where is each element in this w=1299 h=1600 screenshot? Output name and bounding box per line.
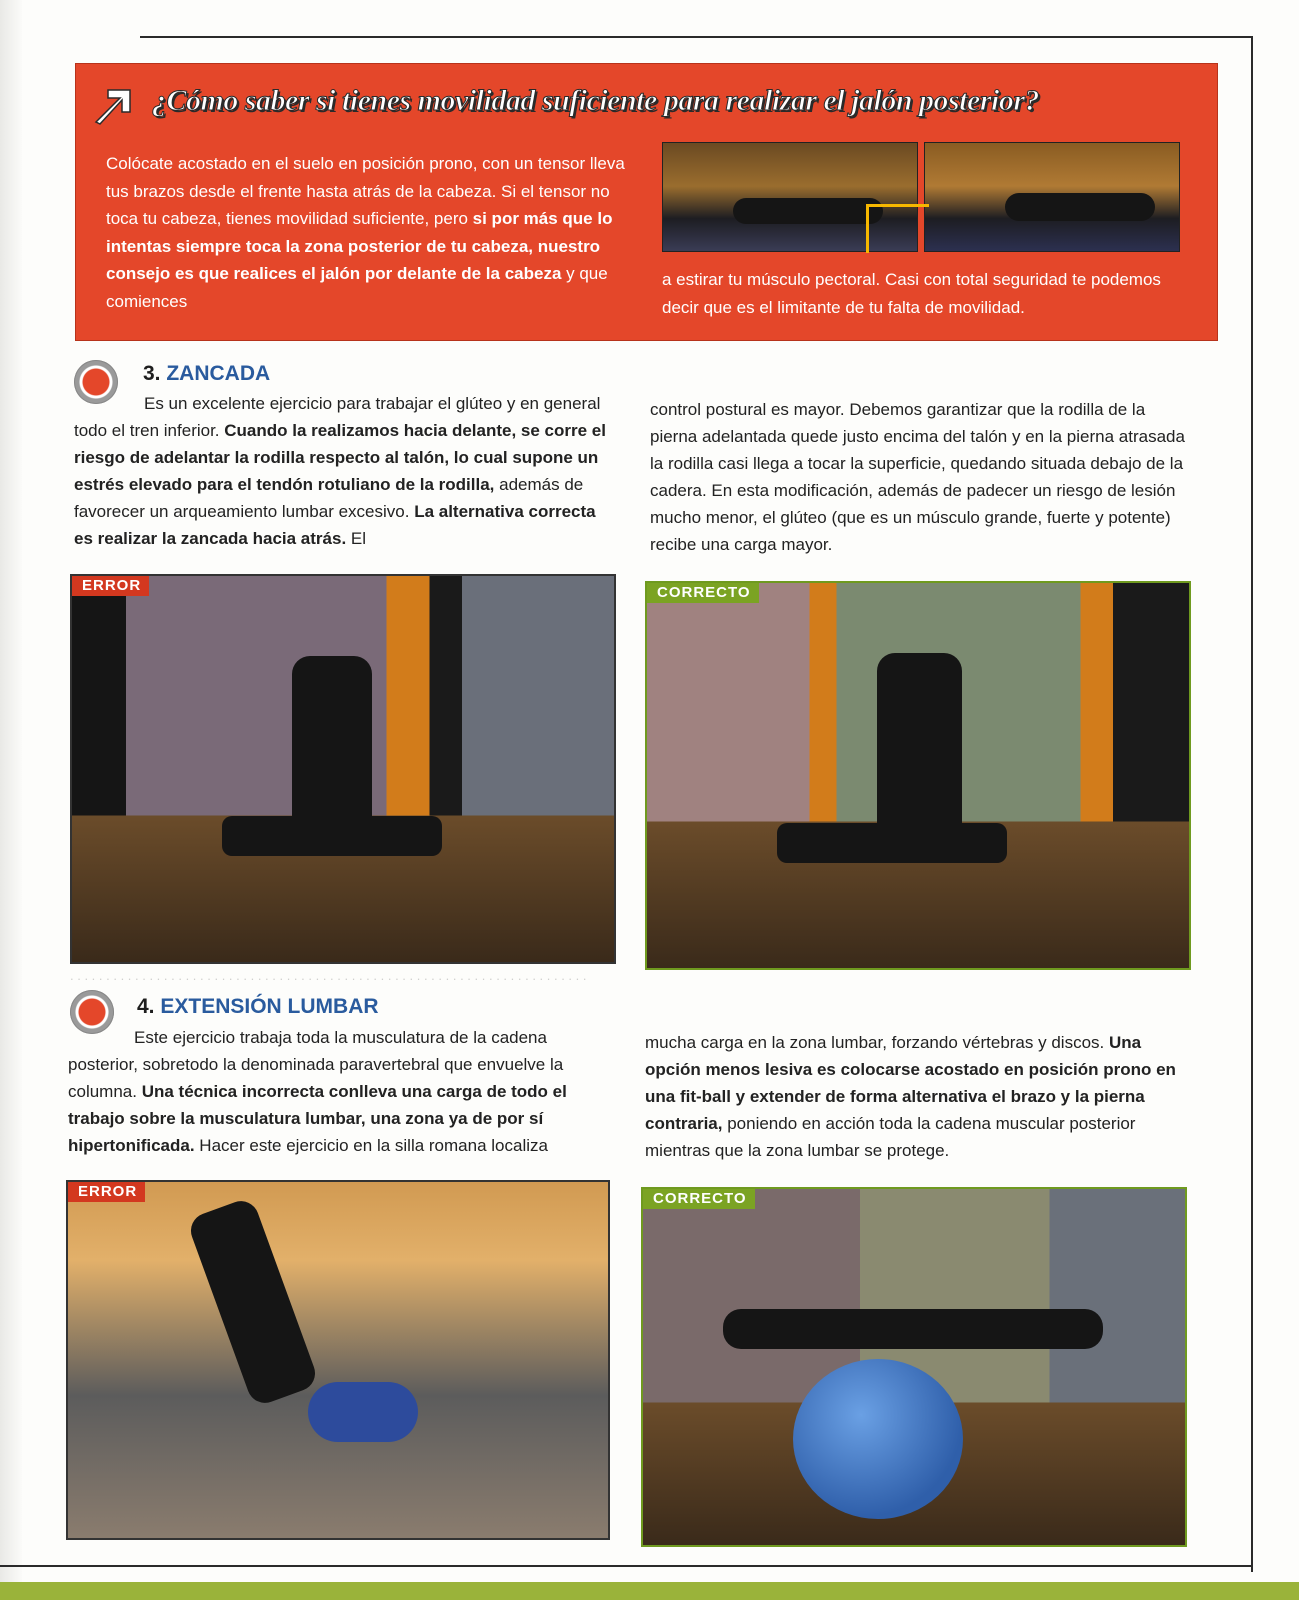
arrow-icon — [90, 82, 136, 128]
show-through-text: . . . . . . . . . . . . . . . . . . . . . . . . . . . . . . . . . . . . . . . . . . . . . . . . . . . . . . . . . . . . . . . . . . . . . . . . — [70, 968, 587, 983]
section-3-text-right: control postural es mayor. Debemos garantizar que la rodilla de la pierna adelantada quede justo encima del talón y en la pierna atrasada la rodilla casi llega a tocar la superficie, quedando situada debajo de la cadera. En esta modificación, además de padecer un riesgo de lesión mucho menor, el glúteo (que es un músculo grande, fuerte y potente) recibe una carga mayor. — [650, 400, 1185, 554]
text-part-bold: La alternativa correcta es realizar la zancada hacia atrás. — [74, 502, 596, 548]
text-part: Hacer este ejercicio en la silla romana localiza — [194, 1136, 548, 1155]
photo-zancada-correct — [645, 581, 1191, 970]
section-3-heading — [143, 362, 270, 386]
text-part-bold: Una técnica incorrecta conlleva una carga de todo el trabajo sobre la musculatura lumbar, una zona ya de por sí hipertonificada. — [68, 1082, 567, 1155]
text-part: además de favorecer un arqueamiento lumbar excesivo. — [74, 475, 584, 521]
box-text-part-bold: si por más que lo intentas siempre toca la zona posterior de tu cabeza, nuestro consejo es que realices el jalón por delante de la cabeza — [106, 209, 613, 283]
section-title: EXTENSIÓN LUMBAR — [160, 995, 379, 1018]
photo-zancada-error — [70, 574, 616, 964]
section-number: 3. — [143, 362, 161, 385]
tag-correct: CORRECTO — [647, 583, 759, 603]
section-title: ZANCADA — [166, 362, 271, 385]
section-number: 4. — [137, 995, 155, 1018]
text-part: mucha carga en la zona lumbar, forzando vértebras y discos. — [645, 1033, 1109, 1052]
text-part: Este ejercicio trabaja toda la musculatura de la cadena posterior, sobretodo la denominada paravertebral que envuelve la columna. — [68, 1028, 564, 1101]
photo-mobility-end — [924, 142, 1180, 252]
text-part: poniendo en acción toda la cadena muscular posterior mientras que la zona lumbar se protege. — [645, 1114, 1136, 1160]
frame-right — [1251, 36, 1253, 1572]
section-4-heading — [137, 995, 379, 1019]
text-part-bold: Una opción menos lesiva es colocarse acostado en posición prono en una fit-ball y extender de forma alternativa el brazo y la pierna contraria, — [645, 1033, 1176, 1133]
tag-error: ERROR — [72, 576, 149, 596]
text-part-bold: Cuando la realizamos hacia delante, se corre el riesgo de adelantar la rodilla respecto al talón, lo cual supone un estrés elevado para el tendón rotuliano de la rodilla, — [74, 421, 606, 494]
section-3-text-left — [74, 390, 612, 552]
section-4-text-right — [645, 1029, 1190, 1164]
photo-extension-correct — [641, 1187, 1187, 1547]
bottom-rule — [0, 1565, 1253, 1567]
section-4-text-left — [68, 1024, 608, 1159]
box-text-right: a estirar tu músculo pectoral. Casi con total seguridad te podemos decir que es el limitante de tu falta de movilidad. — [662, 270, 1161, 317]
frame-top — [140, 36, 1253, 38]
text-part: El — [346, 529, 367, 548]
tag-error: ERROR — [68, 1182, 145, 1202]
box-title: ¿Cómo saber si tienes movilidad suficiente para realizar el jalón posterior? — [152, 84, 1040, 117]
tag-correct: CORRECTO — [643, 1189, 755, 1209]
text-part: Es un excelente ejercicio para trabajar el glúteo y en general todo el tren inferior. — [74, 394, 601, 440]
box-text-part: y que comiences — [106, 264, 608, 311]
photo-extension-error — [66, 1180, 610, 1540]
page-edge — [0, 0, 22, 1600]
mobility-test-box — [75, 63, 1218, 341]
box-text-part: Colócate acostado en el suelo en posición prono, con un tensor lleva tus brazos desde el frente hasta atrás de la cabeza. Si el tensor no toca tu cabeza, tienes movilidad suficiente, pero — [106, 154, 625, 228]
box-text-left — [106, 150, 626, 315]
bottom-band — [0, 1582, 1299, 1600]
arrow-connector — [866, 204, 929, 253]
